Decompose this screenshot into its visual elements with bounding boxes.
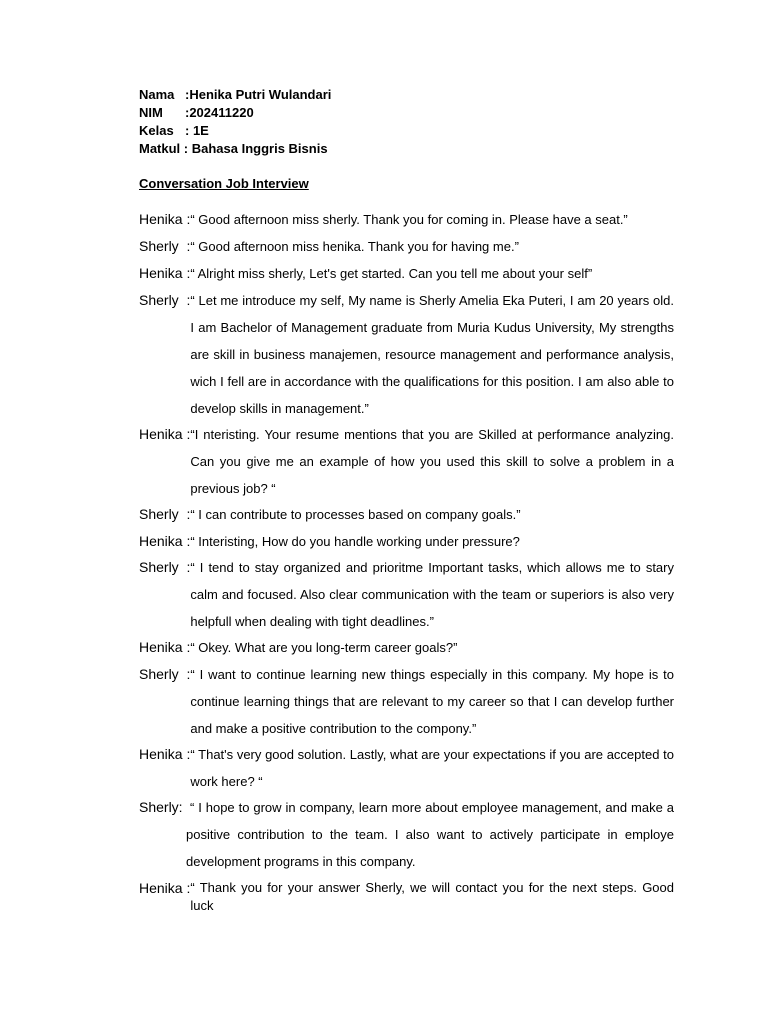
- nim-label: NIM: [139, 105, 163, 120]
- dialogue-line: [139, 661, 674, 742]
- kelas-label: Kelas: [139, 123, 174, 138]
- speaker-name: Henika :: [139, 265, 191, 281]
- dialogue-text: “ Okey. What are you long-term career goals?”: [190, 640, 458, 655]
- dialogue-line: [139, 741, 674, 795]
- speaker-name: Henika :: [139, 533, 191, 549]
- dialogue-line: [139, 233, 674, 260]
- kelas-row: [139, 122, 331, 140]
- dialogue-line: [139, 634, 674, 661]
- dialogue-text: “ That's very good solution. Lastly, what are your expectations if you are accepted to work here? “: [190, 747, 674, 789]
- dialogue-text: “ Good afternoon miss henika. Thank you for having me.”: [190, 239, 519, 254]
- speaker-name: Sherly :: [139, 506, 191, 522]
- matkul-value: : Bahasa Inggris Bisnis: [180, 141, 328, 156]
- dialogue-text: “ Let me introduce my self, My name is Sherly Amelia Eka Puteri, I am 20 years old. I am Bachelor of Management graduate from Muria Kudus University, My strengths are skill in business manajemen, resource management and performance analysis, wich I fell are in accordance with the qualifications for this position. I am also able to develop skills in management.”: [190, 293, 674, 416]
- dialogue-line: [139, 287, 674, 422]
- dialogue-text: “I nteristing. Your resume mentions that you are Skilled at performance analyzing. Can you give me an example of how you used this skill to solve a problem in a previous job? “: [190, 427, 674, 496]
- nim-row: [139, 104, 331, 122]
- dialogue-text: “ Thank you for your answer Sherly, we will contact you for the next steps. Good luck: [190, 880, 674, 913]
- student-info-block: [139, 86, 331, 158]
- dialogue-text: “ I can contribute to processes based on company goals.”: [190, 507, 521, 522]
- dialogue-line: [139, 874, 674, 915]
- speaker-name: Henika :: [139, 639, 191, 655]
- nama-value: :Henika Putri Wulandari: [185, 87, 332, 102]
- speaker-name: Sherly :: [139, 238, 191, 254]
- matkul-row: [139, 140, 331, 158]
- dialogue-line: [139, 260, 674, 287]
- speaker-name: Sherly:: [139, 799, 183, 815]
- dialogue-line: [139, 554, 674, 635]
- nama-row: [139, 86, 331, 104]
- dialogue-line: [139, 501, 674, 528]
- speaker-name: Henika :: [139, 211, 191, 227]
- speaker-name: Sherly :: [139, 666, 191, 682]
- dialogue-text: “ Good afternoon miss sherly. Thank you for coming in. Please have a seat.”: [190, 212, 628, 227]
- dialogue-text: “ I want to continue learning new things especially in this company. My hope is to continue learning things that are relevant to my career so that I can develop further and make a positive contribution to the compony.”: [190, 667, 674, 736]
- speaker-name: Henika :: [139, 880, 191, 896]
- conversation-title: Conversation Job Interview: [139, 176, 309, 191]
- speaker-name: Sherly :: [139, 292, 191, 308]
- dialogue-text: “ Alright miss sherly, Let's get started. Can you tell me about your self”: [190, 266, 593, 281]
- dialogue-line: [139, 528, 674, 555]
- kelas-value: : 1E: [185, 123, 209, 138]
- speaker-name: Henika :: [139, 426, 191, 442]
- dialogue-text: “ I tend to stay organized and prioritme Important tasks, which allows me to stary calm and focused. Also clear communication with the team or superiors is also very helpfull when dealing with tight deadlines.”: [190, 560, 674, 629]
- speaker-name: Henika :: [139, 746, 191, 762]
- speaker-name: Sherly :: [139, 559, 191, 575]
- matkul-label: Matkul: [139, 141, 181, 156]
- dialogue-text: “ Interisting, How do you handle working under pressure?: [190, 534, 520, 549]
- dialogue-text: “ I hope to grow in company, learn more about employee management, and make a positive contribution to the team. I also want to actively participate in employe development programs in this company.: [186, 800, 678, 869]
- nama-label: Nama: [139, 87, 175, 102]
- dialogue-line: [139, 421, 674, 502]
- nim-value: :202411220: [185, 105, 254, 120]
- dialogue-line: [139, 206, 674, 233]
- dialogue-line: [139, 794, 678, 875]
